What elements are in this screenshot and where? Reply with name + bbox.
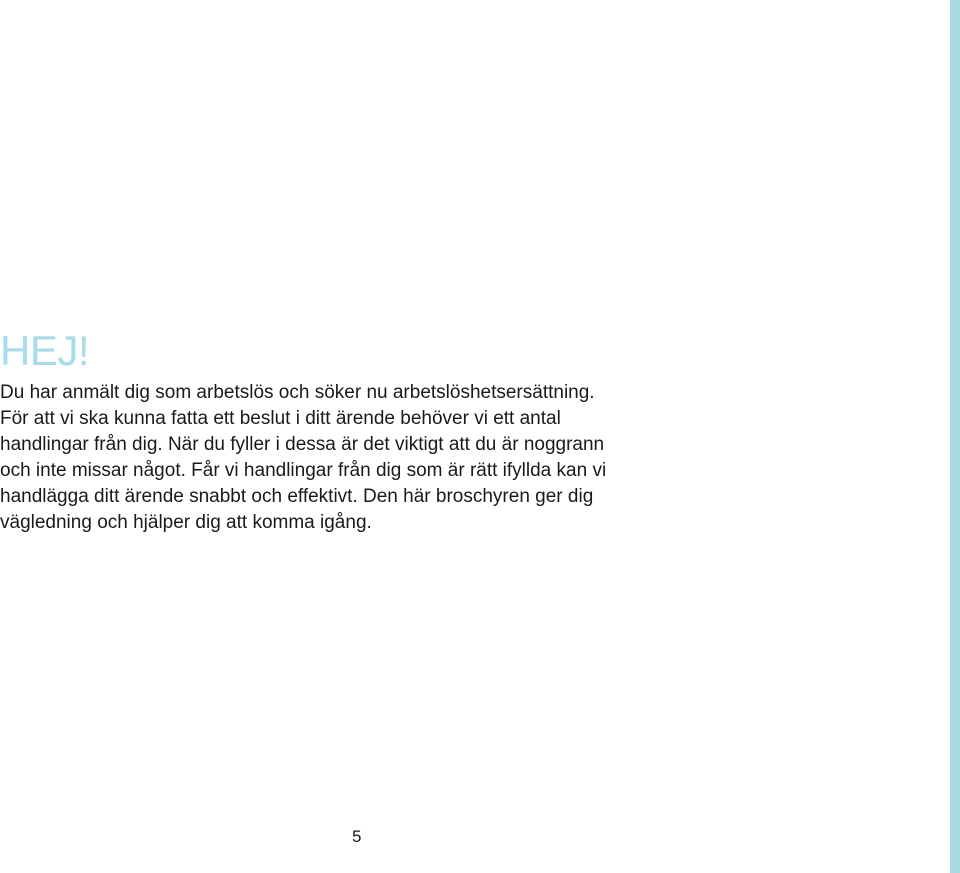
paragraph-line: och inte missar något. Får vi handlingar från dig som är rätt ifyllda kan vi: [0, 460, 607, 481]
page-heading: HEJ!: [0, 327, 90, 374]
paragraph-line: vägledning och hjälper dig att komma igång.: [0, 512, 372, 533]
paragraph-line: Du har anmält dig som arbetslös och söker nu arbetslöshetsersättning.: [0, 382, 595, 403]
paragraph-line: handlingar från dig. När du fyller i dessa är det viktigt att du är noggrann: [0, 434, 605, 455]
page-edge-bar: [950, 0, 960, 873]
paragraph-line: För att vi ska kunna fatta ett beslut i ditt ärende behöver vi ett antal: [0, 408, 561, 429]
paragraph-line: handlägga ditt ärende snabbt och effektivt. Den här broschyren ger dig: [0, 486, 594, 507]
intro-paragraph: [0, 380, 690, 536]
page-number: 5: [352, 827, 362, 846]
